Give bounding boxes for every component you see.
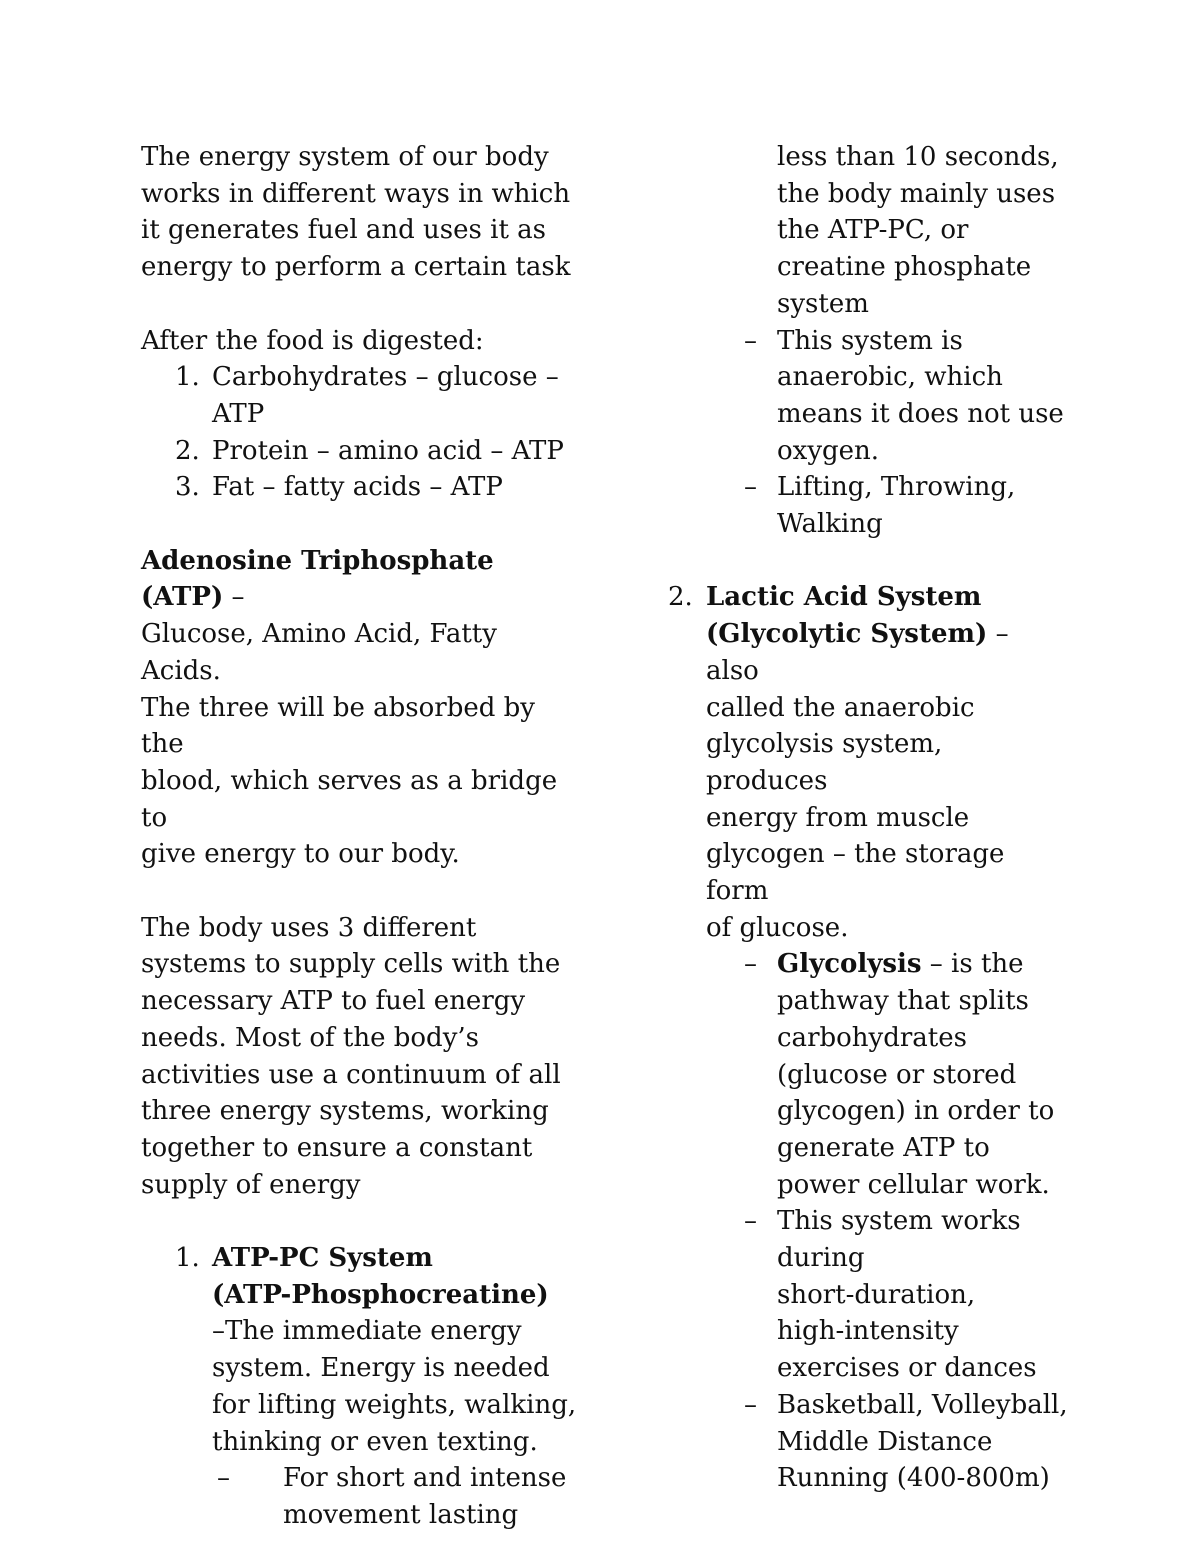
text-line: means it does not use: [777, 398, 1064, 429]
text-line: high-intensity: [777, 1316, 959, 1347]
list-item: [141, 433, 581, 470]
text-line: of glucose.: [706, 912, 849, 943]
text-line: thinking or even texting.: [212, 1426, 538, 1457]
text-line: oxygen.: [777, 435, 880, 466]
dash-bullet: –: [217, 1463, 230, 1494]
text-line: energy from muscle: [706, 802, 970, 833]
text-line: [777, 946, 1068, 983]
bullet-item: [668, 1387, 1068, 1497]
dash-bullet: –: [744, 472, 757, 503]
text-line: activities use a continuum of all: [141, 1059, 561, 1090]
dash-bullet: –: [744, 949, 757, 980]
text-line: [706, 616, 1068, 689]
list-number: 2.: [175, 435, 200, 466]
text-line: Walking: [777, 509, 883, 540]
text-line: three energy systems, working: [141, 1096, 549, 1127]
list-item: [141, 469, 581, 506]
text-line: [212, 1277, 581, 1314]
text-line: system. Energy is needed: [212, 1353, 550, 1384]
text-line: Fat – fatty acids – ATP: [212, 472, 503, 503]
text-line: Basketball, Volleyball,: [777, 1389, 1068, 1420]
text-line: movement lasting: [283, 1499, 519, 1530]
text-line: glycogen – the storage form: [706, 839, 1005, 907]
after-digested-heading: After the food is digested:: [141, 325, 484, 356]
system-subtitle: (ATP-Phosphocreatine): [212, 1279, 549, 1310]
text-line: [212, 1240, 581, 1277]
text-line: systems to supply cells with the: [141, 949, 561, 980]
text-line: glycogen) in order to: [777, 1096, 1055, 1127]
text-line: ATP: [212, 398, 265, 429]
text-line: called the anaerobic: [706, 692, 975, 723]
text-line: works in different ways in which: [141, 178, 571, 209]
text-line: –The immediate energy: [212, 1316, 522, 1347]
bullet-item: [668, 1203, 1068, 1387]
text-line: for lifting weights, walking,: [212, 1389, 577, 1420]
text-line: Protein – amino acid – ATP: [212, 435, 564, 466]
text-line: The three will be absorbed by the: [141, 692, 535, 760]
bullet-item: [668, 323, 1068, 470]
text-line: glycolysis system, produces: [706, 729, 943, 796]
text-line: necessary ATP to fuel energy: [141, 986, 526, 1017]
text-line: energy to perform a certain task: [141, 252, 571, 283]
text-line: supply of energy: [141, 1169, 361, 1200]
text-line: (glucose or stored: [777, 1059, 1017, 1090]
text-span: – is the: [921, 949, 1024, 980]
list-number: 1.: [175, 362, 200, 393]
bullet-item: [212, 1460, 581, 1533]
systems-paragraph: [141, 910, 581, 1204]
atp-paragraph: [141, 543, 581, 873]
atp-dash: –: [223, 582, 245, 613]
text-line: give energy to our body.: [141, 839, 460, 870]
text-line: [706, 579, 1068, 616]
text-line: carbohydrates: [777, 1022, 967, 1053]
food-list: [141, 359, 581, 506]
atp-pc-system-item: [141, 1240, 581, 1534]
system-subtitle: (Glycolytic System): [706, 619, 988, 650]
atp-term: Adenosine Triphosphate (ATP): [141, 545, 494, 613]
text-line: anaerobic, which: [777, 362, 1003, 393]
left-column: [141, 139, 581, 1534]
text-line: system: [777, 288, 869, 319]
bullet-item: [668, 469, 1068, 542]
text-line: Running (400-800m): [777, 1463, 1050, 1494]
right-column: [668, 139, 1068, 1497]
text-span: – also: [706, 619, 1009, 686]
list-item: [141, 359, 581, 432]
text-line: The body uses 3 different: [141, 912, 477, 943]
text-line: The energy system of our body: [141, 142, 549, 172]
text-line: Glucose, Amino Acid, Fatty Acids.: [141, 619, 497, 686]
text-line: exercises or dances: [777, 1353, 1037, 1384]
text-line: This system works: [777, 1206, 1021, 1237]
text-line: Carbohydrates – glucose –: [212, 362, 559, 393]
text-line: during: [777, 1243, 865, 1274]
text-line: This system is: [777, 325, 963, 356]
glycolysis-bullet: [668, 946, 1068, 1203]
text-line: it generates fuel and uses it as: [141, 215, 547, 246]
text-line: blood, which serves as a bridge to: [141, 765, 558, 833]
text-line: the ATP-PC, or: [777, 215, 969, 246]
glycolysis-term: Glycolysis: [777, 949, 922, 980]
text-line: the body mainly uses: [777, 178, 1056, 209]
dash-bullet: –: [744, 325, 757, 356]
list-number: 1.: [175, 1243, 200, 1274]
dash-bullet: –: [744, 1389, 757, 1420]
intro-paragraph: [141, 139, 581, 286]
text-line: needs. Most of the body’s: [141, 1022, 479, 1053]
text-line: less than 10 seconds,: [777, 142, 1059, 172]
system-title: ATP-PC System: [212, 1243, 433, 1274]
list-number: 3.: [175, 472, 200, 503]
list-number: 2.: [668, 582, 693, 613]
dash-bullet: –: [744, 1206, 757, 1237]
text-line: power cellular work.: [777, 1169, 1050, 1200]
lactic-acid-system-item: [668, 579, 1068, 946]
text-line: together to ensure a constant: [141, 1132, 533, 1163]
text-line: Lifting, Throwing,: [777, 472, 1016, 503]
text-line: For short and intense: [283, 1463, 567, 1494]
bullet-continuation: [668, 139, 1068, 323]
system-title: Lactic Acid System: [706, 582, 982, 613]
text-line: short-duration,: [777, 1279, 976, 1310]
text-line: [141, 543, 581, 616]
text-line: creatine phosphate: [777, 252, 1032, 283]
text-line: pathway that splits: [777, 986, 1029, 1017]
text-line: generate ATP to: [777, 1132, 990, 1163]
text-line: Middle Distance: [777, 1426, 993, 1457]
